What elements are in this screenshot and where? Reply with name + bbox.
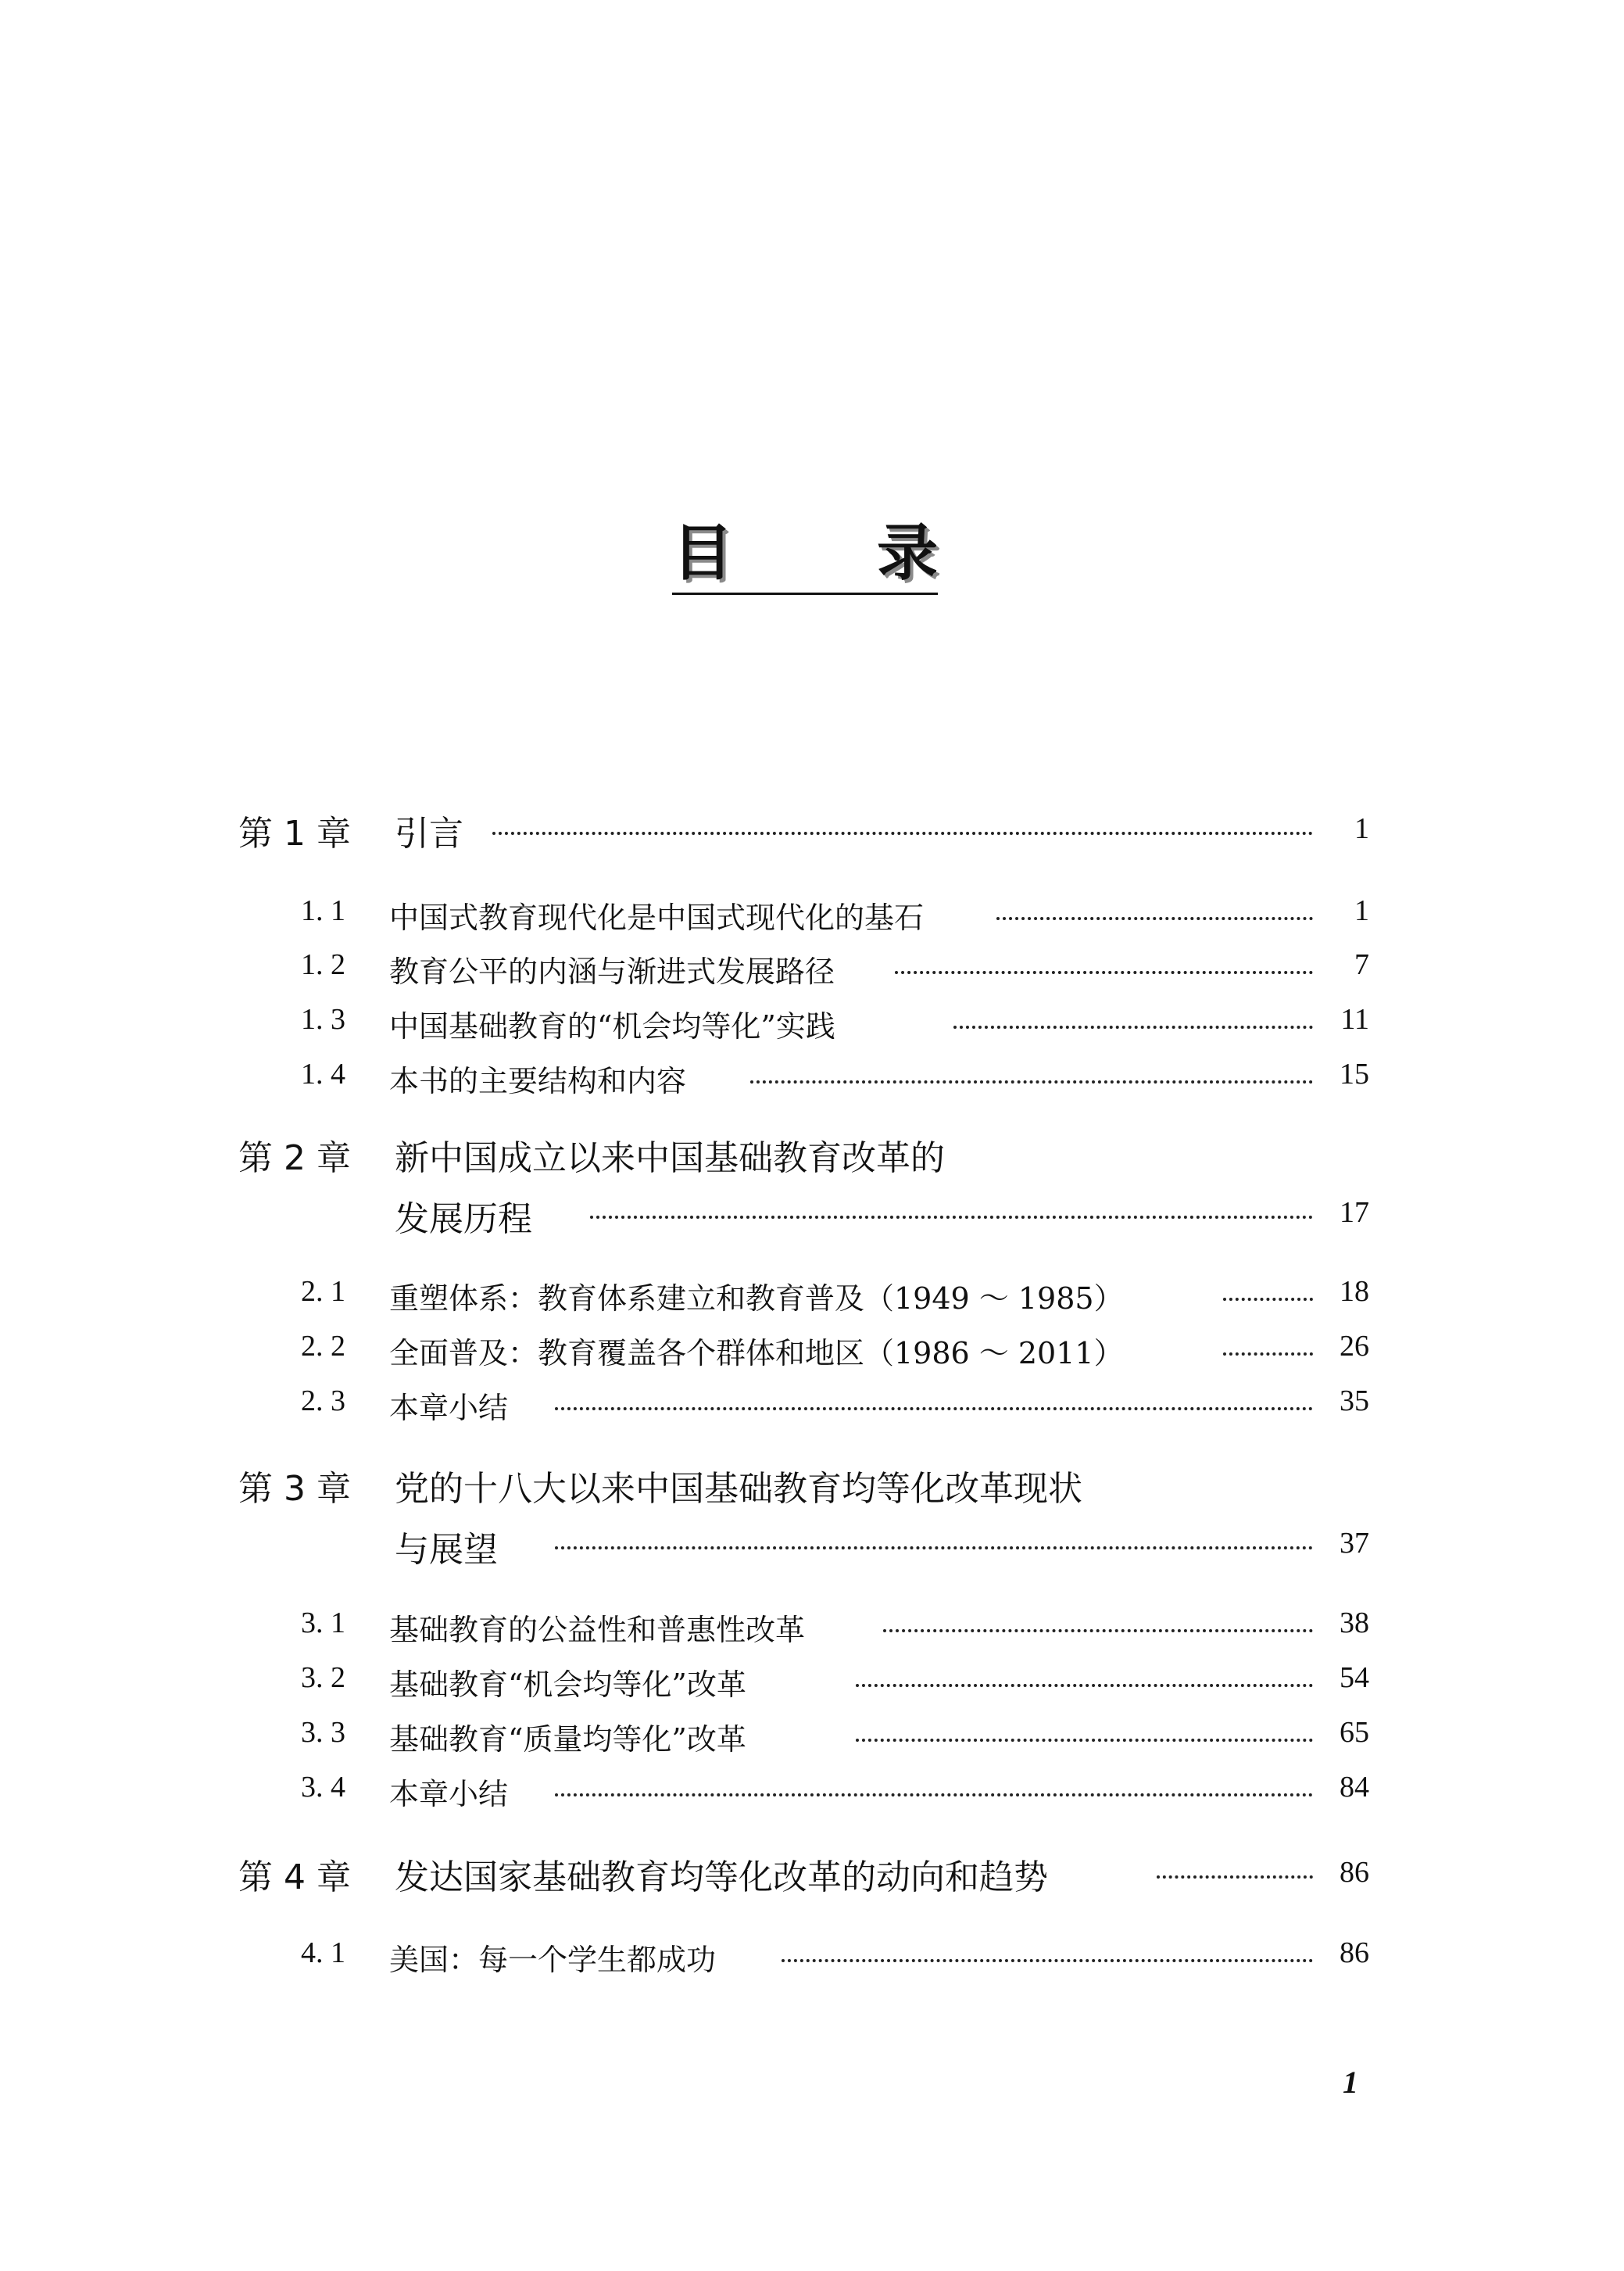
page-number: 84 [1340, 1771, 1369, 1804]
dot-leader [1223, 1352, 1313, 1356]
page-number: 37 [1340, 1527, 1369, 1560]
chapter-title: 发达国家基础教育均等化改革的动向和趋势 [395, 1857, 1048, 1897]
section-number: 2. 2 [301, 1330, 345, 1363]
chapter-title-line-1: 新中国成立以来中国基础教育改革的 [395, 1138, 945, 1178]
section-title: 本章小结 [389, 1391, 509, 1425]
page-number: 15 [1340, 1058, 1369, 1091]
dot-leader [590, 1216, 1313, 1219]
section-number: 1. 4 [301, 1058, 345, 1091]
toc-chapter-4[interactable] [0, 1849, 1624, 1896]
dot-leader [782, 1959, 1313, 1962]
page-number: 17 [1340, 1196, 1369, 1229]
page-number: 11 [1340, 1003, 1369, 1036]
section-number: 3. 3 [301, 1716, 345, 1749]
chapter-label: 第 2 章 [238, 1138, 351, 1178]
section-title: 中国基础教育的“机会均等化”实践 [389, 1009, 835, 1044]
dot-leader [996, 917, 1313, 920]
toc-section-1-2[interactable] [0, 947, 1624, 991]
page-number: 1 [1354, 894, 1369, 927]
toc-section-3-3[interactable] [0, 1715, 1624, 1759]
dot-leader [492, 832, 1313, 835]
chapter-label: 第 1 章 [238, 814, 351, 854]
page-number: 26 [1340, 1330, 1369, 1363]
dot-leader [883, 1629, 1313, 1632]
section-title: 基础教育“机会均等化”改革 [389, 1667, 746, 1702]
section-title: 中国式教育现代化是中国式现代化的基石 [389, 901, 925, 935]
section-title: 重塑体系：教育体系建立和教育普及（1949 ～ 1985） [389, 1281, 1124, 1316]
page-title-char-1: 目 [672, 518, 734, 589]
section-number: 1. 2 [301, 948, 345, 981]
chapter-title: 引言 [395, 814, 463, 854]
section-number: 1. 1 [301, 894, 345, 927]
chapter-label: 第 4 章 [238, 1857, 351, 1897]
section-number: 2. 3 [301, 1384, 345, 1417]
chapter-title-line-2: 与展望 [395, 1530, 498, 1570]
dot-leader [555, 1407, 1313, 1410]
page-title-char-2: 录 [876, 518, 938, 589]
toc-section-1-3[interactable] [0, 1002, 1624, 1046]
page-number: 18 [1340, 1275, 1369, 1308]
toc-chapter-1[interactable] [0, 805, 1624, 852]
page-number: 7 [1354, 948, 1369, 981]
dot-leader [750, 1080, 1313, 1084]
dot-leader [1157, 1875, 1313, 1879]
toc-section-1-1[interactable] [0, 894, 1624, 937]
dot-leader [856, 1739, 1313, 1742]
dot-leader [856, 1684, 1313, 1687]
section-title: 基础教育的公益性和普惠性改革 [389, 1613, 806, 1647]
page-title [672, 518, 938, 589]
toc-chapter-2[interactable] [0, 1130, 1624, 1239]
page-number: 1 [1354, 812, 1369, 845]
section-number: 3. 1 [301, 1607, 345, 1639]
page-number: 54 [1340, 1661, 1369, 1694]
toc-section-2-1[interactable] [0, 1274, 1624, 1318]
dot-leader [1223, 1298, 1313, 1301]
page-title-block [672, 518, 938, 596]
section-title: 全面普及：教育覆盖各个群体和地区（1986 ～ 2011） [389, 1336, 1124, 1370]
section-number: 1. 3 [301, 1003, 345, 1036]
toc-section-3-4[interactable] [0, 1770, 1624, 1814]
section-number: 3. 2 [301, 1661, 345, 1694]
page-number: 38 [1340, 1607, 1369, 1639]
toc-section-2-3[interactable] [0, 1384, 1624, 1427]
chapter-title-line-2: 发展历程 [395, 1199, 532, 1239]
section-number: 3. 4 [301, 1771, 345, 1804]
section-title: 教育公平的内涵与渐进式发展路径 [389, 955, 835, 989]
section-number: 2. 1 [301, 1275, 345, 1308]
page-number: 86 [1340, 1936, 1369, 1969]
page-number: 65 [1340, 1716, 1369, 1749]
section-title: 美国：每一个学生都成功 [389, 1943, 717, 1977]
dot-leader [953, 1026, 1313, 1029]
chapter-title-line-1: 党的十八大以来中国基础教育均等化改革现状 [395, 1469, 1082, 1509]
dot-leader [555, 1793, 1313, 1796]
folio-page-number: 1 [1343, 2065, 1358, 2100]
dot-leader [895, 971, 1313, 974]
section-title: 基础教育“质量均等化”改革 [389, 1722, 746, 1757]
toc-section-2-2[interactable] [0, 1329, 1624, 1373]
title-underline [672, 593, 938, 595]
toc-section-3-2[interactable] [0, 1660, 1624, 1704]
page-number: 86 [1340, 1856, 1369, 1889]
section-number: 4. 1 [301, 1936, 345, 1969]
chapter-label: 第 3 章 [238, 1469, 351, 1509]
section-title: 本书的主要结构和内容 [389, 1064, 687, 1098]
page-number: 35 [1340, 1384, 1369, 1417]
toc-section-1-4[interactable] [0, 1057, 1624, 1101]
toc-section-3-1[interactable] [0, 1606, 1624, 1650]
section-title: 本章小结 [389, 1777, 509, 1811]
toc-chapter-3[interactable] [0, 1460, 1624, 1570]
dot-leader [555, 1546, 1313, 1549]
toc-section-4-1[interactable] [0, 1936, 1624, 1979]
